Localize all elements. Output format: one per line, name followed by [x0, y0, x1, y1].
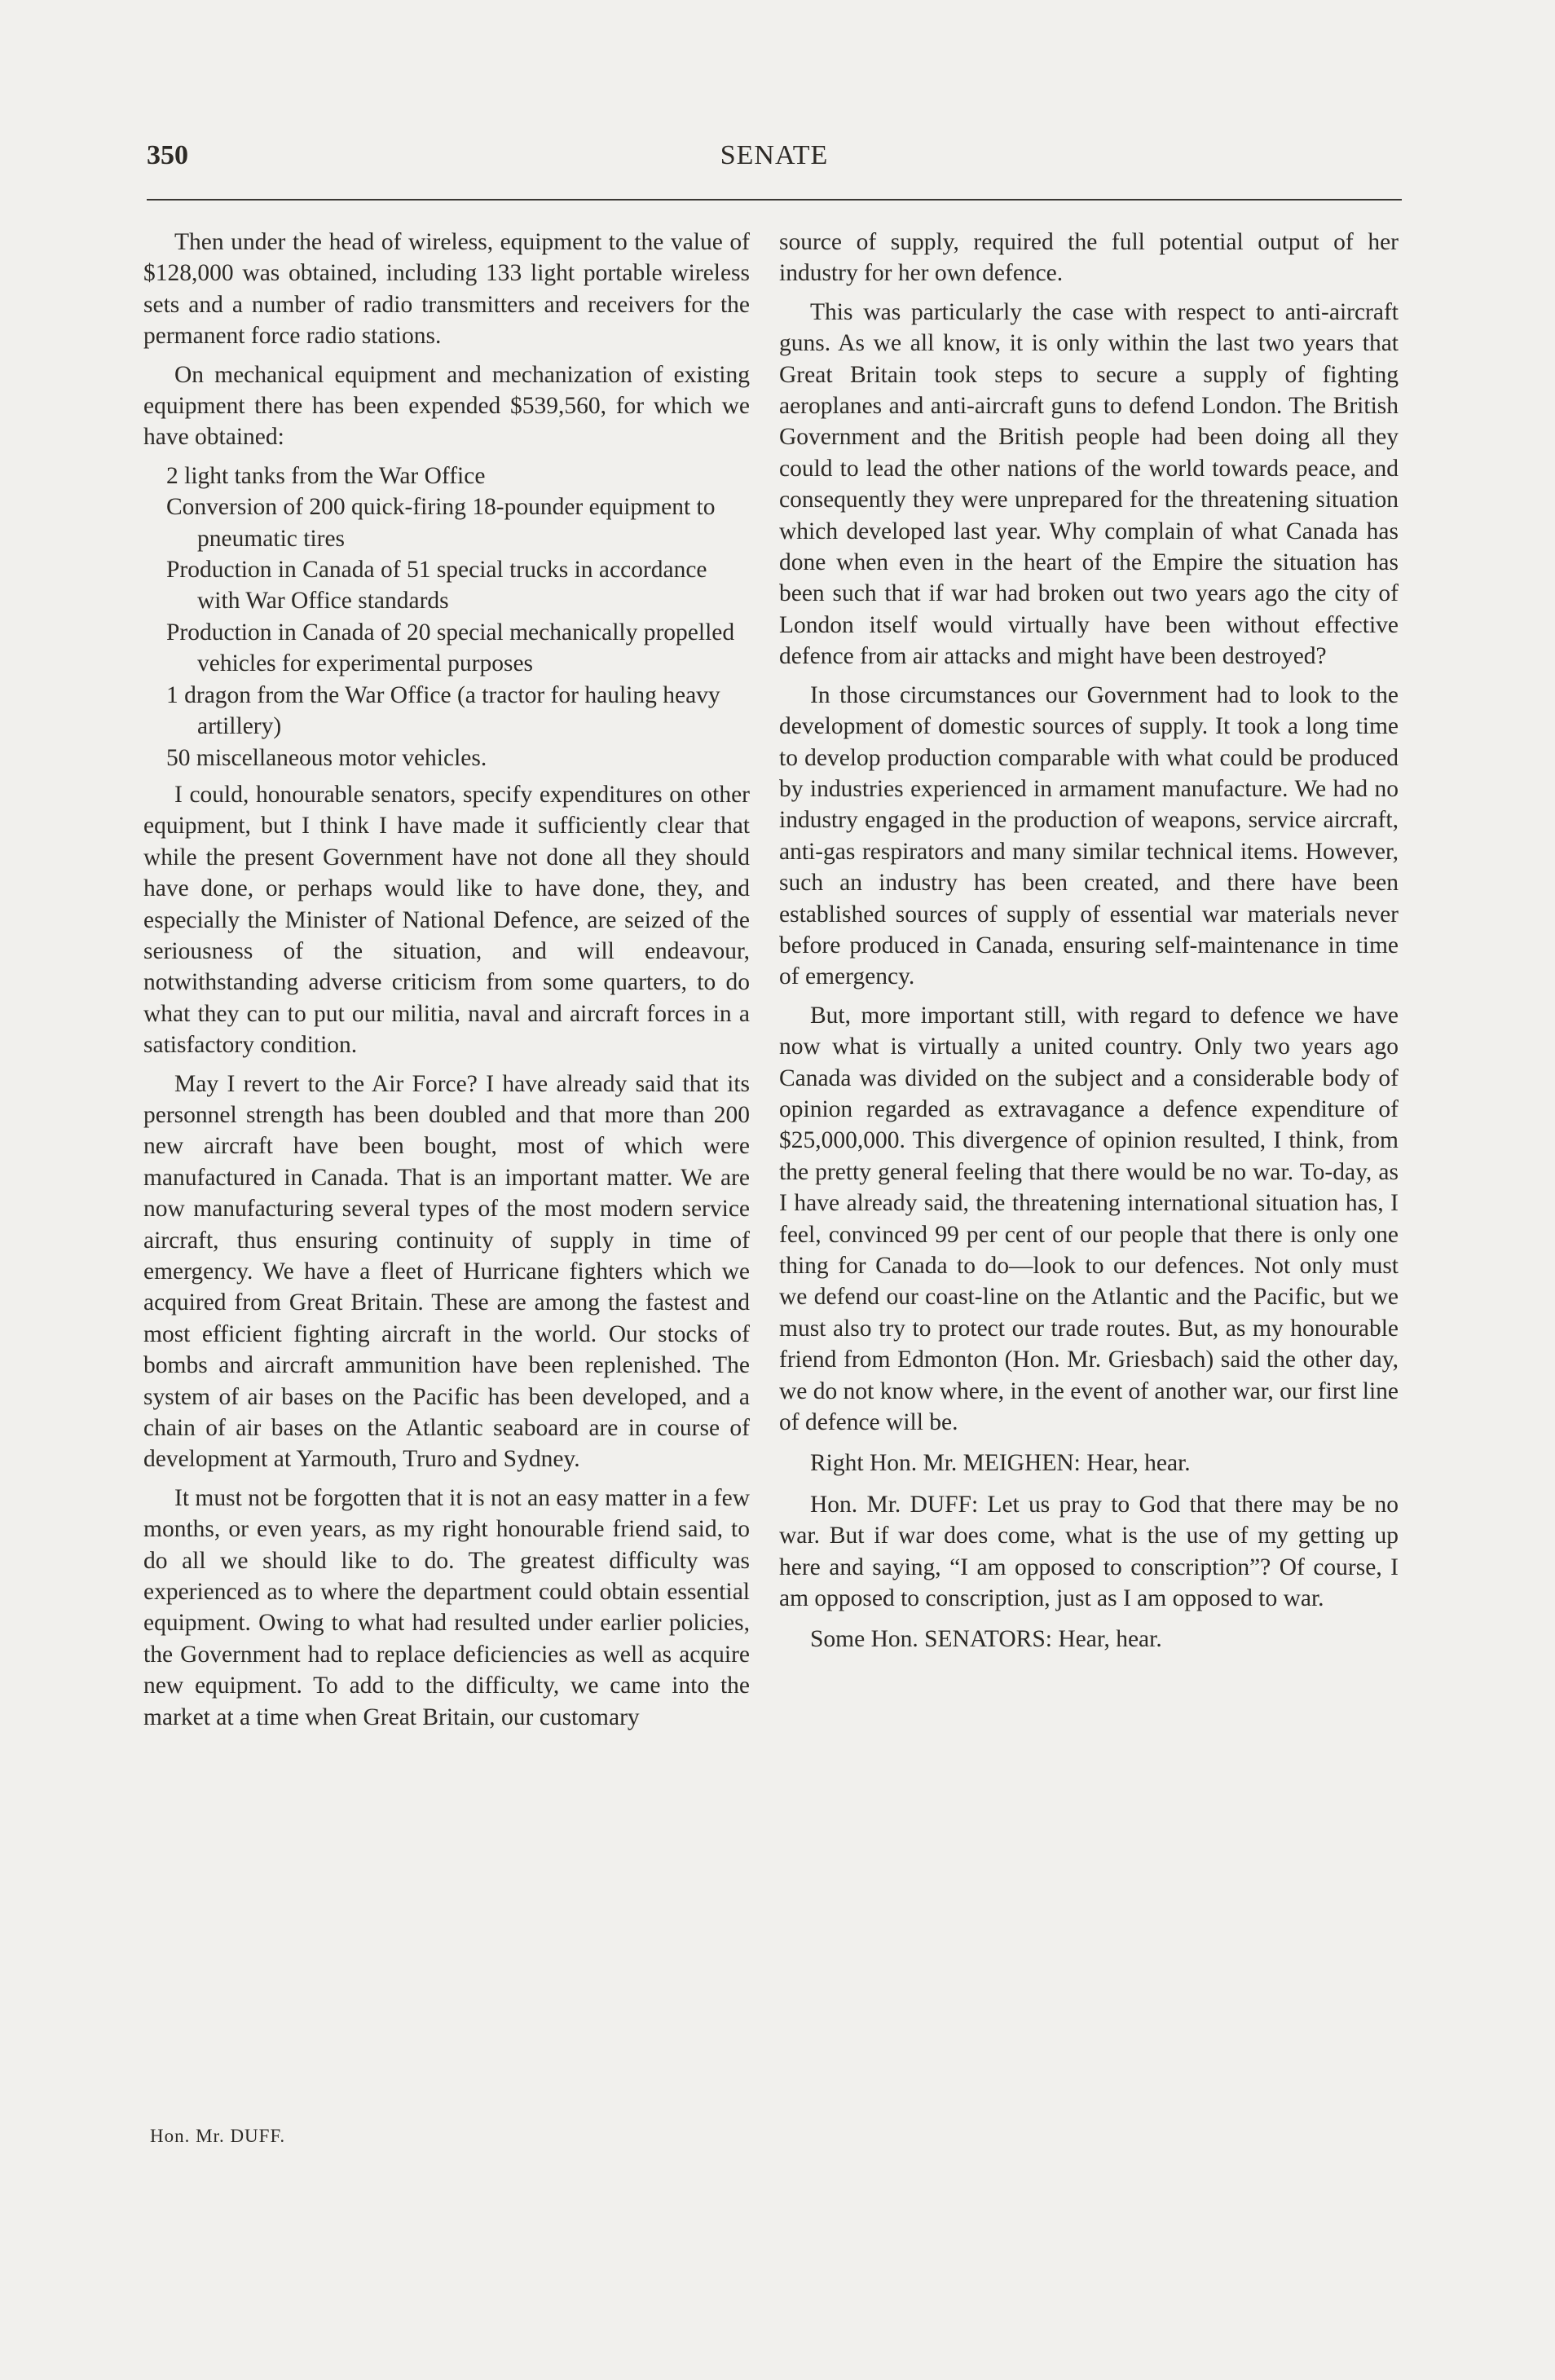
list-item: Production in Canada of 51 special trucks in accordance with War Office standards	[166, 557, 707, 615]
list-item: Production in Canada of 20 special mechanically propelled vehicles for experimental purposes	[166, 619, 735, 677]
paragraph: On mechanical equipment and mechanization of existing equipment there has been expended $539,560, for which we have obtained:	[143, 361, 750, 451]
paragraph: In those circumstances our Government had to look to the development of domestic sources of supply. It took a long time to develop production comparable with what could be produced by industries experienced in armament manufacture. We had no industry engaged in the production of weapons, service aircraft, anti-gas respirators and many similar technical items. However, such an industry has been created, and there have been established sources of supply of essential war materials never before produced in Canada, ensuring self-maintenance in time of emergency.	[779, 681, 1399, 990]
paragraph: This was particularly the case with respect to anti-aircraft guns. As we all know, it is only within the last two years that Great Britain took steps to secure a supply of fighting aeroplanes and anti-aircraft guns to defend London. The British Government and the British people had been doing all they could to lead the other nations of the world towards peace, and consequently they were unprepared for the threatening situation which developed last year. Why complain of what Canada has done when even in the heart of the Empire the situation has been such that if war had broken out two years ago the city of London itself would virtually have been without effective defence from air attacks and might have been destroyed?	[779, 298, 1399, 670]
page-number: 350	[147, 140, 188, 170]
right-column	[779, 227, 1399, 1665]
footer-speaker-name: Hon. Mr. DUFF.	[150, 2126, 286, 2146]
running-head: SENATE	[720, 140, 829, 170]
paragraph-continued: source of supply, required the full potential output of her industry for her own defence.	[779, 229, 1399, 287]
left-column	[143, 227, 750, 1740]
equipment-list	[143, 461, 750, 774]
paragraph: May I revert to the Air Force? I have already said that its personnel strength has been doubled and that more than 200 new aircraft have been bought, most of which were manufactured in Canada. That is an important matter. We are now manufacturing several types of the most modern service aircraft, thus ensuring continuity of supply in time of emergency. We have a fleet of Hurricane fighters which we acquired from Great Britain. These are among the fastest and most efficient fighting aircraft in the world. Our stocks of bombs and aircraft ammunition have been replenished. The system of air bases on the Pacific has been developed, and a chain of air bases on the Atlantic seaboard are in course of development at Yarmouth, Truro and Sydney.	[143, 1070, 750, 1473]
list-item: 1 dragon from the War Office (a tractor for hauling heavy artillery)	[166, 681, 720, 740]
list-item: 2 light tanks from the War Office	[166, 462, 486, 489]
list-item: Conversion of 200 quick-firing 18-pounder equipment to pneumatic tires	[166, 494, 716, 552]
page-header	[147, 140, 1402, 179]
header-rule	[147, 199, 1402, 201]
list-item: 50 miscellaneous motor vehicles.	[166, 744, 487, 771]
speaker-interjection: Some Hon. SENATORS: Hear, hear.	[810, 1626, 1162, 1653]
speaker-interjection: Right Hon. Mr. MEIGHEN: Hear, hear.	[810, 1450, 1191, 1477]
paragraph: But, more important still, with regard to defence we have now what is virtually a united country. Only two years ago Canada was divided on the subject and a considerable body of opinion regarded as extravagance a defence expenditure of $25,000,000. This divergence of opinion resulted, I think, from the pretty general feeling that there would be no war. To-day, as I have already said, the threatening international situation has, I feel, convinced 99 per cent of our people that there is only one thing for Canada to do—look to our defences. Not only must we defend our coast-line on the Atlantic and the Pacific, but we must also try to protect our trade routes. But, as my honourable friend from Edmonton (Hon. Mr. Griesbach) said the other day, we do not know where, in the event of another war, our first line of defence will be.	[779, 1002, 1399, 1436]
paragraph: I could, honourable senators, specify expenditures on other equipment, but I think I have made it sufficiently clear that while the present Government have not done all they should have done, or perhaps would like to have done, they, and especially the Minister of National Defence, are seized of the seriousness of the situation, and will endeavour, notwithstanding adverse criticism from some quarters, to do what they can to put our militia, naval and aircraft forces in a satisfactory condition.	[143, 781, 750, 1059]
paragraph: Then under the head of wireless, equipment to the value of $128,000 was obtained, including 133 light portable wireless sets and a number of radio transmitters and receivers for the permanent force radio stations.	[143, 229, 750, 350]
paragraph: Hon. Mr. DUFF: Let us pray to God that there may be no war. But if war does come, what is the use of my getting up here and saying, “I am opposed to conscription”? Of course, I am opposed to conscription, just as I am opposed to war.	[779, 1491, 1399, 1612]
paragraph: It must not be forgotten that it is not an easy matter in a few months, or even years, as my right honourable friend said, to do all we should like to do. The greatest difficulty was experienced as to where the department could obtain essential equipment. Owing to what had resulted under earlier policies, the Government had to replace deficiencies as well as acquire new equipment. To add to the difficulty, we came into the market at a time when Great Britain, our customary	[143, 1484, 750, 1730]
